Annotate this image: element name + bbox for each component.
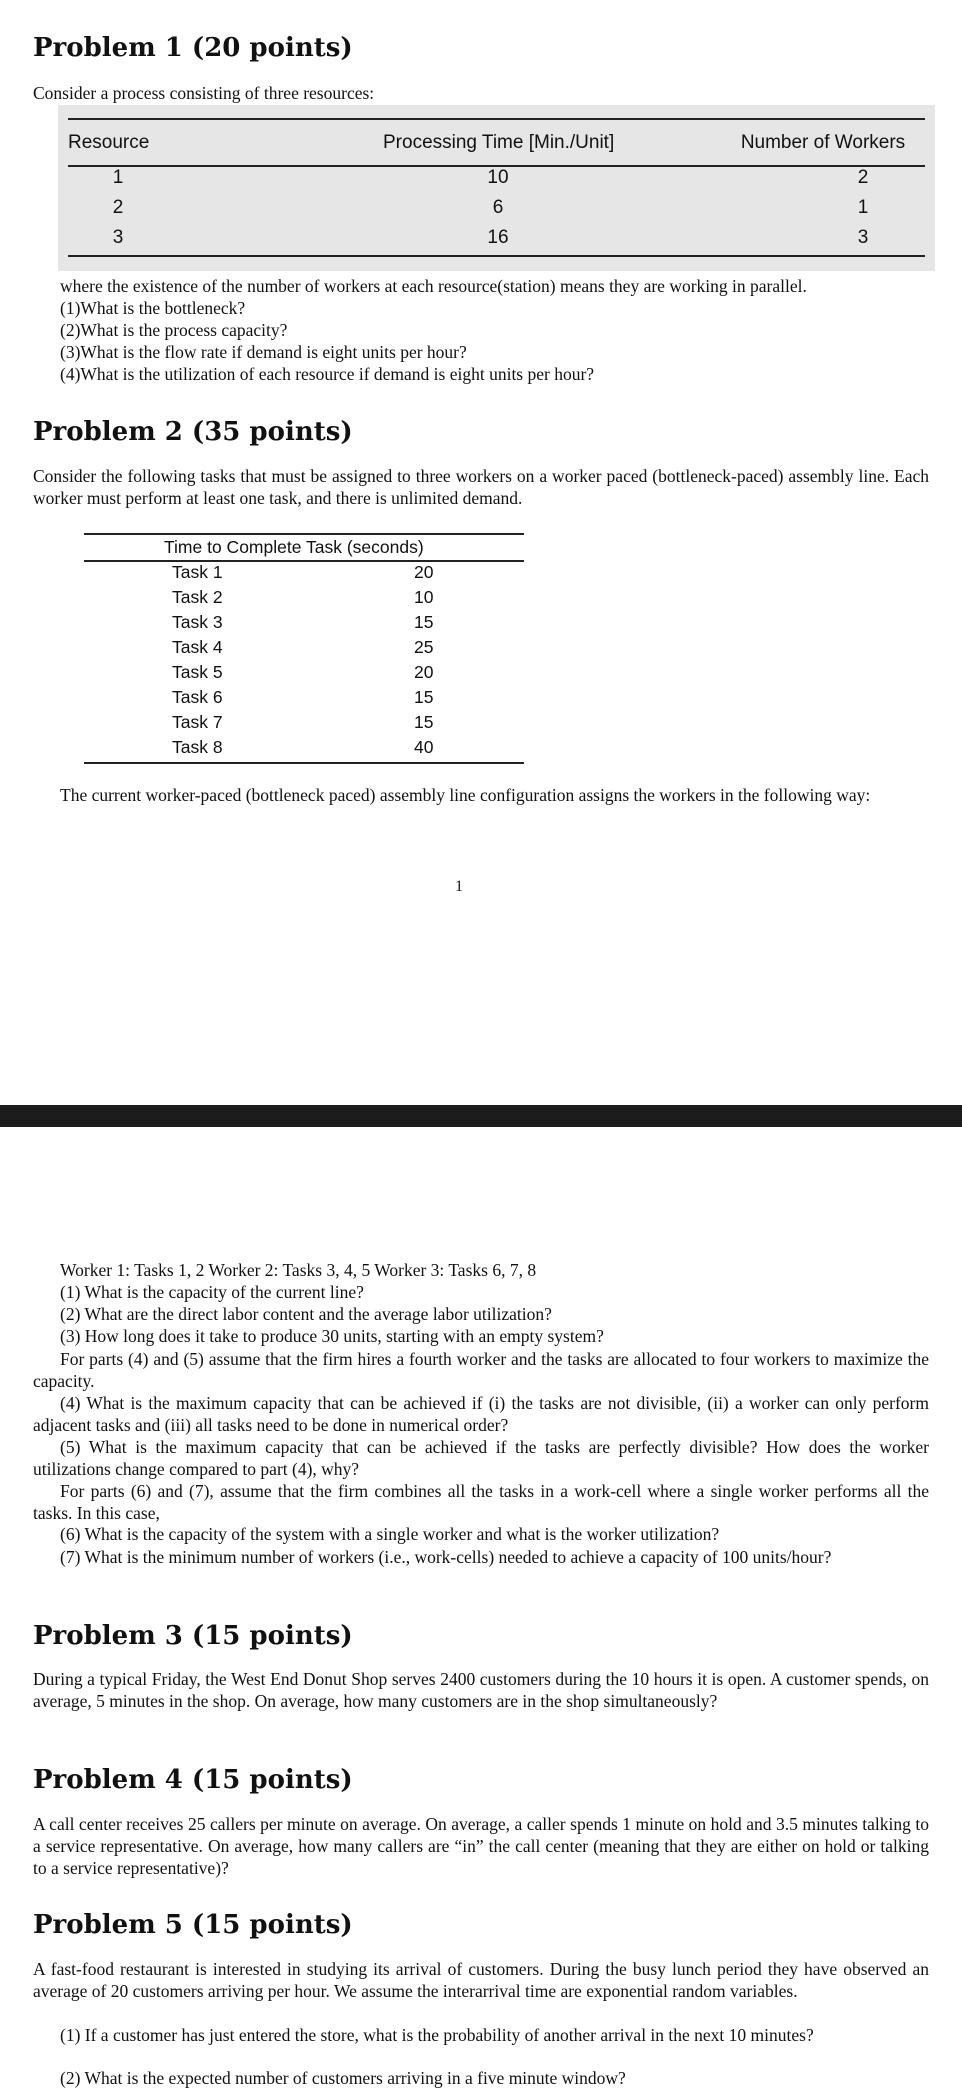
task-label: Task 6 [172,687,223,707]
problem-2-title: Problem 2 (35 points) [33,417,353,447]
table-bottom-rule [84,762,524,764]
problem-4-text: A call center receives 25 callers per minute on average. On average, a caller spends 1 minute on hold and 3.5 minutes talking to a service representative. On average, how many callers are “in” the call center (meaning that they are either on hold or talking to a service representative)? [33,1814,929,1878]
problem-2-question-3: (3) How long does it take to produce 30 units, starting with an empty system? [60,1326,604,1346]
page-divider [0,1105,962,1127]
problem-5-title: Problem 5 (15 points) [33,1910,353,1940]
problem-5-question-1: (1) If a customer has just entered the store, what is the probability of another arrival in the next 10 minutes? [60,2025,814,2045]
table-cell: 1 [112,167,124,188]
problem-2-question-7: (7) What is the minimum number of workers (i.e., work-cells) needed to achieve a capacity of 100 units/hour? [60,1547,832,1567]
table-cell: 2 [857,167,869,188]
task-label: Task 7 [172,712,223,732]
table-header-rule [84,560,524,562]
task-label: Task 5 [172,662,223,682]
table-header-resource: Resource [68,132,150,153]
resource-table [58,105,935,271]
task-time-table [84,533,524,765]
table-header-workers: Number of Workers [740,132,906,153]
task-time: 15 [414,712,434,732]
task-time: 15 [414,687,434,707]
problem-1-title: Problem 1 (20 points) [33,33,353,63]
problem-2-after-table: The current worker-paced (bottleneck paced) assembly line configuration assigns the workers in the following way: [60,785,871,805]
task-time: 40 [414,737,434,757]
problem-4-title: Problem 4 (15 points) [33,1765,353,1795]
task-time: 20 [414,562,434,582]
problem-2-intro: Consider the following tasks that must be assigned to three workers on a worker paced (bottleneck-paced) assembly line. Each worker must perform at least one task, and there is unlimited demand. [33,466,929,508]
table-bottom-rule [68,255,925,257]
problem-2-question-2: (2) What are the direct labor content and the average labor utilization? [60,1304,552,1324]
problem-2-note-4-5: For parts (4) and (5) assume that the firm hires a fourth worker and the tasks are allocated to four workers to maximize the capacity. [33,1349,929,1391]
problem-1-question-3: (3)What is the flow rate if demand is eight units per hour? [60,342,467,362]
problem-2-note-6-7: For parts (6) and (7), assume that the firm combines all the tasks in a work-cell where a single worker performs all the tasks. In this case, [33,1481,929,1523]
table-header-processing-time: Processing Time [Min./Unit] [383,132,615,153]
problem-1-question-4: (4)What is the utilization of each resource if demand is eight units per hour? [60,364,595,384]
table-top-rule [84,533,524,535]
task-time: 10 [414,587,434,607]
problem-5-text: A fast-food restaurant is interested in studying its arrival of customers. During the busy lunch period they have observed an average of 20 customers arriving per hour. We assume the interarrival time are exponential random variables. [33,1959,929,2001]
table-header: Time to Complete Task (seconds) [164,537,424,557]
table-cell: 1 [857,197,869,218]
worker-assignment: Worker 1: Tasks 1, 2 Worker 2: Tasks 3, 4, 5 Worker 3: Tasks 6, 7, 8 [60,1260,537,1280]
problem-2-question-4: (4) What is the maximum capacity that can be achieved if (i) the tasks are not divisible, (ii) a worker can only perform adjacent tasks and (iii) all tasks need to be done in numerical order? [33,1393,929,1435]
table-cell: 3 [857,227,869,248]
problem-1-question-2: (2)What is the process capacity? [60,320,288,340]
task-time: 25 [414,637,434,657]
task-time: 15 [414,612,434,632]
problem-2-question-6: (6) What is the capacity of the system with a single worker and what is the worker utilization? [60,1524,720,1544]
problem-3-title: Problem 3 (15 points) [33,1621,353,1651]
page-number: 1 [455,878,463,895]
problem-1-after-table: where the existence of the number of workers at each resource(station) means they are working in parallel. [60,276,807,296]
task-label: Task 2 [172,587,223,607]
task-label: Task 8 [172,737,223,757]
problem-2-question-1: (1) What is the capacity of the current line? [60,1282,364,1302]
task-label: Task 1 [172,562,223,582]
table-top-rule [68,118,925,120]
table-cell: 16 [487,227,509,248]
table-cell: 10 [487,167,509,188]
problem-1-question-1: (1)What is the bottleneck? [60,298,246,318]
table-cell: 2 [112,197,124,218]
table-cell: 3 [112,227,124,248]
task-label: Task 3 [172,612,223,632]
problem-3-text: During a typical Friday, the West End Donut Shop serves 2400 customers during the 10 hours it is open. A customer spends, on average, 5 minutes in the shop. On average, how many customers are in the shop simultaneously? [33,1669,929,1711]
problem-1-intro: Consider a process consisting of three resources: [33,83,375,103]
task-label: Task 4 [172,637,223,657]
problem-5-question-2: (2) What is the expected number of customers arriving in a five minute window? [60,2068,626,2088]
problem-2-question-5: (5) What is the maximum capacity that can be achieved if the tasks are perfectly divisible? How does the worker utilizations change compared to part (4), why? [33,1437,929,1479]
task-time: 20 [414,662,434,682]
table-cell: 6 [492,197,504,218]
